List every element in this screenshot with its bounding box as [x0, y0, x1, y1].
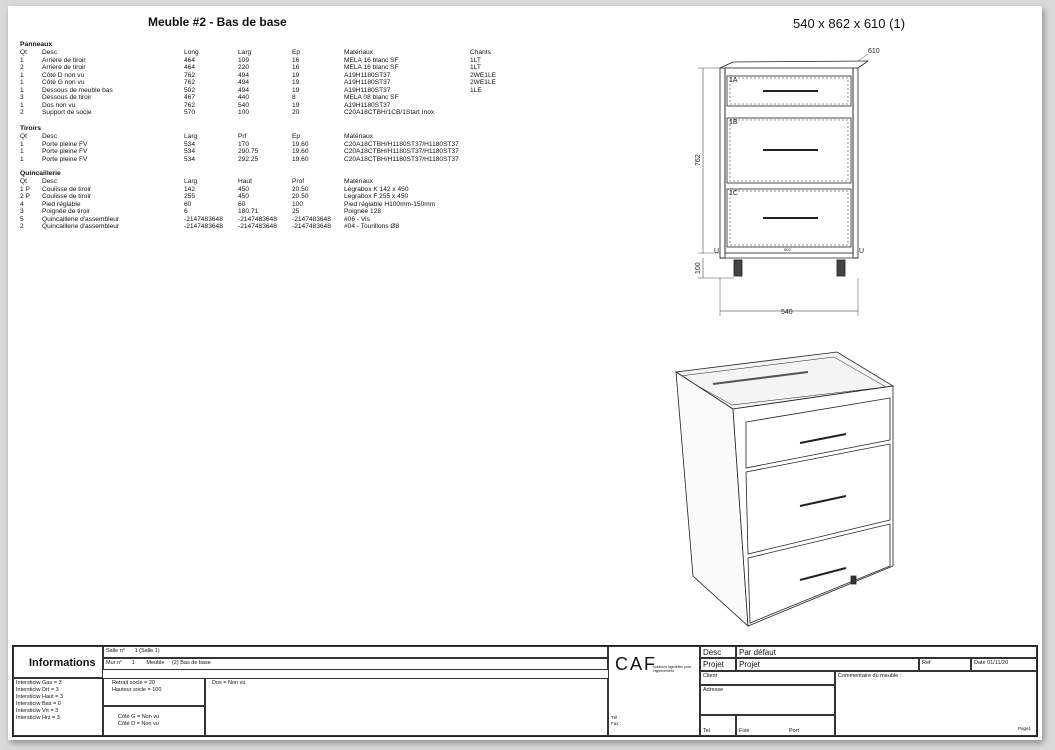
company-logo: CAF [615, 654, 657, 674]
cote-cell [103, 706, 205, 736]
panneaux-cell: 762 [184, 71, 196, 79]
panneaux-cell: 16 [292, 64, 300, 71]
panneaux-cell: A19H1180ST37 [344, 86, 391, 94]
panneaux-cell: 220 [238, 64, 250, 71]
quincaillerie-cell: 2 [20, 223, 24, 230]
intersticiw-line: Intersticiw Hrz = 3 [16, 715, 60, 721]
tiroirs-cell: 534 [184, 140, 196, 148]
tiroirs-cell: 170 [238, 140, 250, 148]
desc-value: Par défaut [736, 646, 1037, 658]
quincaillerie-header-cell: Matériaux [344, 178, 373, 185]
mur-label: Mur n° [106, 660, 123, 666]
panneaux-cell: 19 [292, 79, 300, 86]
quincaillerie-cell: 100 [292, 200, 304, 208]
port-label: Port [789, 728, 800, 734]
mur-row [103, 658, 608, 670]
tiroirs-cell: 292.25 [238, 155, 259, 163]
panneaux-cell: 100 [238, 109, 250, 116]
tiroirs-cell: 534 [184, 155, 196, 163]
quincaillerie-header-cell: Prof [292, 178, 305, 185]
panneaux-cell: 494 [238, 79, 250, 86]
panneaux-cell: 109 [238, 56, 250, 64]
tiroirs-cell: 19.60 [292, 140, 309, 148]
intersticiw-list [16, 680, 100, 722]
tiroirs-cell: 1 [20, 140, 24, 148]
tiroirs-cell: Porte pleine FV [42, 148, 88, 155]
tiroirs-cell: 19.60 [292, 148, 309, 155]
quincaillerie-cell: 6 [184, 208, 188, 215]
panneaux-cell: 467 [184, 94, 196, 101]
panneaux-cell: 2 [20, 109, 24, 116]
quincaillerie-heading: Quincaillerie [20, 170, 61, 177]
tiroirs-header-cell: Prf [238, 133, 247, 140]
drawer-label-3: 1C [729, 190, 738, 197]
salle-value: 1 (Salle 1) [134, 648, 160, 654]
panneaux-cell: 2WE1LE [470, 79, 497, 86]
panneaux-cell: A19H1180ST37 [344, 71, 391, 79]
company-tagline: solutions logicielles pour l'agencement [653, 665, 691, 673]
tiroirs-cell: 534 [184, 148, 196, 155]
panneaux-cell: 762 [184, 79, 196, 86]
tiroirs-cell: 290.75 [238, 148, 259, 155]
page-title: Meuble #2 - Bas de base [148, 15, 287, 29]
panneaux-cell: 570 [184, 109, 196, 116]
meuble-label: Meuble [146, 660, 165, 666]
information-block [12, 645, 1038, 737]
client-cell [700, 671, 835, 685]
quincaillerie-cell: Legrabox K 142 x 450 [344, 185, 409, 193]
tiroirs-header-cell: Larg [184, 133, 198, 140]
cote-list [118, 714, 202, 728]
panneaux-cell: C20A18CTBH/1CB/1Start Inox [344, 109, 435, 116]
panneaux-cell: 494 [238, 71, 250, 79]
panneaux-cell: Arrière de tiroir [42, 64, 86, 71]
info-heading-cell [13, 646, 103, 678]
panneaux-cell: 494 [238, 86, 250, 94]
commentaire-cell [835, 671, 1037, 736]
quincaillerie-cell: 60 [238, 200, 246, 208]
panneaux-cell: 8 [292, 94, 296, 101]
quincaillerie-cell: 180.71 [238, 208, 259, 215]
panneaux-cell: 1LT [470, 56, 481, 64]
panneaux-cell: Arrière de tiroir [42, 56, 86, 64]
drawer-label-2: 1B [729, 119, 738, 126]
intersticiw-line: Intersticiw Gau = 3 [16, 680, 62, 686]
tel-label: Tél : [611, 715, 620, 720]
tiroirs-cell: 1 [20, 148, 24, 155]
quincaillerie-cell: Coulisse de tiroir [42, 185, 92, 193]
date-cell [971, 658, 1037, 671]
depth-label: 610 [868, 48, 880, 55]
ref-cell [919, 658, 971, 671]
tel2-cell [700, 715, 736, 736]
quincaillerie-cell: #04 - Tourillons Ø8 [344, 223, 400, 230]
intersticiw-line: Intersticiw Bas = 0 [16, 701, 61, 707]
tiroirs-header-cell: Matériaux [344, 133, 373, 140]
top-back-edge [733, 61, 868, 62]
tiroirs-cell: C20A18CTBH/H1180ST37/H1180ST37 [344, 148, 459, 155]
iso-foot [851, 576, 856, 584]
panneaux-cell: 464 [184, 56, 196, 64]
fixe-label: Fixe [739, 728, 750, 734]
quincaillerie-cell: 5 [20, 215, 24, 223]
panneaux-cell: 20 [292, 109, 300, 116]
panneaux-cell: MELA 08 blanc SF [344, 94, 399, 101]
panneaux-cell: 464 [184, 64, 196, 71]
quincaillerie-cell: 3 [20, 208, 24, 215]
panneaux-cell: Dessous de meuble bas [42, 86, 113, 94]
quincaillerie-cell: Quincaillerie d'assembleur [42, 215, 120, 223]
quincaillerie-cell: Coulisse de tiroir [42, 193, 92, 200]
phone-cell [736, 715, 835, 736]
panneaux-cell: Support de socle [42, 109, 92, 116]
bottom-mark: 502 [784, 247, 791, 252]
panneaux-cell: 1LT [470, 64, 481, 71]
ref-label: Ref [922, 660, 931, 666]
tiroirs-header-cell: Desc [42, 133, 58, 140]
panneaux-cell: 16 [292, 56, 300, 64]
quincaillerie-cell: Pied réglable H100mm-150mm [344, 200, 436, 208]
socle-list [112, 680, 202, 694]
mur-value: 1 [131, 660, 135, 666]
quincaillerie-cell: -2147483648 [238, 223, 277, 230]
quincaillerie-cell: Poignée de tiroir [42, 208, 91, 215]
panneaux-cell: Côté D non vu [42, 71, 85, 79]
panneaux-cell: 1 [20, 101, 24, 109]
front-elevation [698, 54, 868, 316]
quincaillerie-cell: #06 - Vis [344, 215, 370, 223]
panneaux-cell: 19 [292, 86, 300, 94]
panneaux-cell: 3 [20, 94, 24, 101]
quincaillerie-cell: 1 P [20, 185, 30, 193]
drawing-sheet [8, 6, 1042, 740]
quincaillerie-cell: -2147483648 [238, 215, 277, 223]
panneaux-header-cell: Ep [292, 49, 301, 56]
socle-cell [103, 678, 205, 706]
fax-label: Fax : [611, 721, 622, 726]
quincaillerie-cell: 20.50 [292, 193, 309, 200]
panneaux-cell: A19H1180ST37 [344, 101, 391, 109]
tel2-label: Tel [703, 728, 711, 734]
panneaux-cell: 440 [238, 94, 250, 101]
meuble-value: (2) Bas de base [171, 660, 211, 666]
panneaux-cell: 2 [20, 64, 24, 71]
panneaux-cell: A19H1180ST37 [344, 79, 391, 86]
page-number: Page1 [1017, 726, 1031, 731]
right-side-panel [853, 68, 858, 258]
projet-label: Projet [700, 658, 736, 671]
panneaux-header-cell: Chants [470, 49, 491, 56]
quincaillerie-cell: Legrabox F 255 x 450 [344, 193, 409, 200]
quincaillerie-cell: Poignée 128 [344, 208, 382, 215]
overall-dimensions: 540 x 862 x 610 (1) [793, 16, 906, 31]
intersticiw-line: Intersticiw Drt = 3 [16, 687, 59, 693]
quincaillerie-cell: Quincaillerie d'assembleur [42, 223, 120, 230]
tiroirs-cell: Porte pleine FV [42, 140, 88, 148]
tiroirs-heading: Tiroirs [20, 125, 42, 132]
adresse-label: Adresse [703, 687, 724, 693]
depth-leader [858, 54, 868, 61]
panneaux-cell: 19 [292, 71, 300, 79]
width-label: 540 [781, 309, 793, 316]
salle-row [103, 646, 608, 658]
quincaillerie-header-cell: Desc [42, 178, 58, 185]
quincaillerie-cell: 4 [20, 200, 24, 208]
panneaux-cell: Dos non vu [42, 101, 76, 109]
panneaux-cell: 1 [20, 79, 24, 86]
date-label: Date [974, 660, 986, 666]
dos-cell [205, 678, 608, 736]
panneaux-heading: Panneaux [20, 41, 53, 48]
quincaillerie-header-cell: Qt [20, 178, 27, 185]
quincaillerie-header-cell: Larg [184, 178, 198, 185]
cote-line: Côté G = Non vu [118, 714, 160, 720]
cabinet-drawings [8, 6, 1042, 740]
commentaire-label: Commentaire du meuble : [838, 673, 902, 679]
drawer-label-1: 1A [729, 77, 738, 84]
quincaillerie-cell: 60 [184, 200, 192, 208]
info-heading: Informations [29, 657, 96, 669]
top-depth-right [858, 61, 868, 68]
cote-line: Côté D = Non vu [118, 721, 159, 727]
side-mark-left: U [714, 248, 720, 255]
quincaillerie-cell: -2147483648 [184, 215, 223, 223]
socle-line: Hauteur socle = 100 [112, 687, 162, 693]
tiroirs-cell: 1 [20, 155, 24, 163]
quincaillerie-cell: -2147483648 [292, 223, 331, 230]
tiroirs-cell: Porte pleine FV [42, 155, 88, 163]
panneaux-cell: MELA 16 blanc SF [344, 64, 399, 71]
foot-left [734, 260, 742, 276]
height-label: 762 [695, 154, 702, 166]
panneaux-header-cell: Long [184, 49, 199, 56]
elevation-labels [695, 48, 880, 316]
isometric-view [676, 352, 893, 626]
salle-label: Salle n° [106, 648, 126, 654]
panneaux-header-cell: Qt [20, 49, 27, 56]
quincaillerie-cell: 450 [238, 193, 250, 200]
intersticiw-line: Intersticiw Haut = 3 [16, 694, 63, 700]
panneaux-cell: 1 [20, 86, 24, 94]
panneaux-cell: 1 [20, 71, 24, 79]
quincaillerie-cell: Pied réglable [42, 200, 81, 208]
intersticiw-line: Intersticiw Vrt = 3 [16, 708, 59, 714]
quincaillerie-cell: -2147483648 [184, 223, 223, 230]
desc-label: Desc [700, 646, 736, 658]
quincaillerie-cell: 25 [292, 208, 300, 215]
panneaux-header-cell: Desc [42, 49, 58, 56]
panneaux-header-cell: Larg [238, 49, 252, 56]
dos-line: Dos = Non vu [212, 680, 246, 686]
panneaux-cell: 19 [292, 101, 300, 109]
panneaux-cell: 502 [184, 86, 196, 94]
adresse-cell [700, 685, 835, 715]
quincaillerie-cell: 255 [184, 193, 196, 200]
foot-right [837, 260, 845, 276]
base-height-label: 100 [695, 262, 702, 274]
tiroirs-cell: C20A18CTBH/H1180ST37/H1180ST37 [344, 155, 459, 163]
panneaux-cell: Dessous de tiroir [42, 94, 92, 101]
side-mark-right: U [859, 248, 865, 255]
panneaux-cell: MELA 16 blanc SF [344, 56, 399, 64]
panneaux-cell: 540 [238, 101, 250, 109]
tiroirs-header-cell: Ep [292, 133, 301, 140]
left-side-panel [720, 68, 725, 258]
panneaux-cell: 2WE1LE [470, 71, 497, 79]
projet-value: Projet [736, 658, 919, 671]
tiroirs-header-cell: Qt [20, 133, 27, 140]
panneaux-header-cell: Matériaux [344, 49, 373, 56]
panneaux-cell: Côté G non vu [42, 79, 85, 86]
panneaux-cell: 1LE [470, 86, 482, 94]
tiroirs-cell: C20A18CTBH/H1180ST37/H1180ST37 [344, 140, 459, 148]
date-value: 01/11/20 [987, 660, 1009, 666]
socle-line: Retrait socle = 20 [112, 680, 155, 686]
client-label: Client [703, 673, 718, 679]
intersticiw-cell [13, 678, 103, 736]
panneaux-cell: 762 [184, 101, 196, 109]
tiroirs-cell: 19.60 [292, 155, 309, 163]
logo-cell [608, 646, 700, 736]
quincaillerie-header-cell: Haut [238, 178, 252, 185]
quincaillerie-cell: 450 [238, 185, 250, 193]
cabinet-outline [725, 68, 853, 253]
quincaillerie-cell: -2147483648 [292, 215, 331, 223]
quincaillerie-cell: 2 P [20, 193, 30, 200]
quincaillerie-cell: 20.50 [292, 185, 309, 193]
quincaillerie-cell: 142 [184, 185, 196, 193]
panneaux-cell: 1 [20, 56, 24, 64]
top-depth-left [720, 62, 733, 68]
